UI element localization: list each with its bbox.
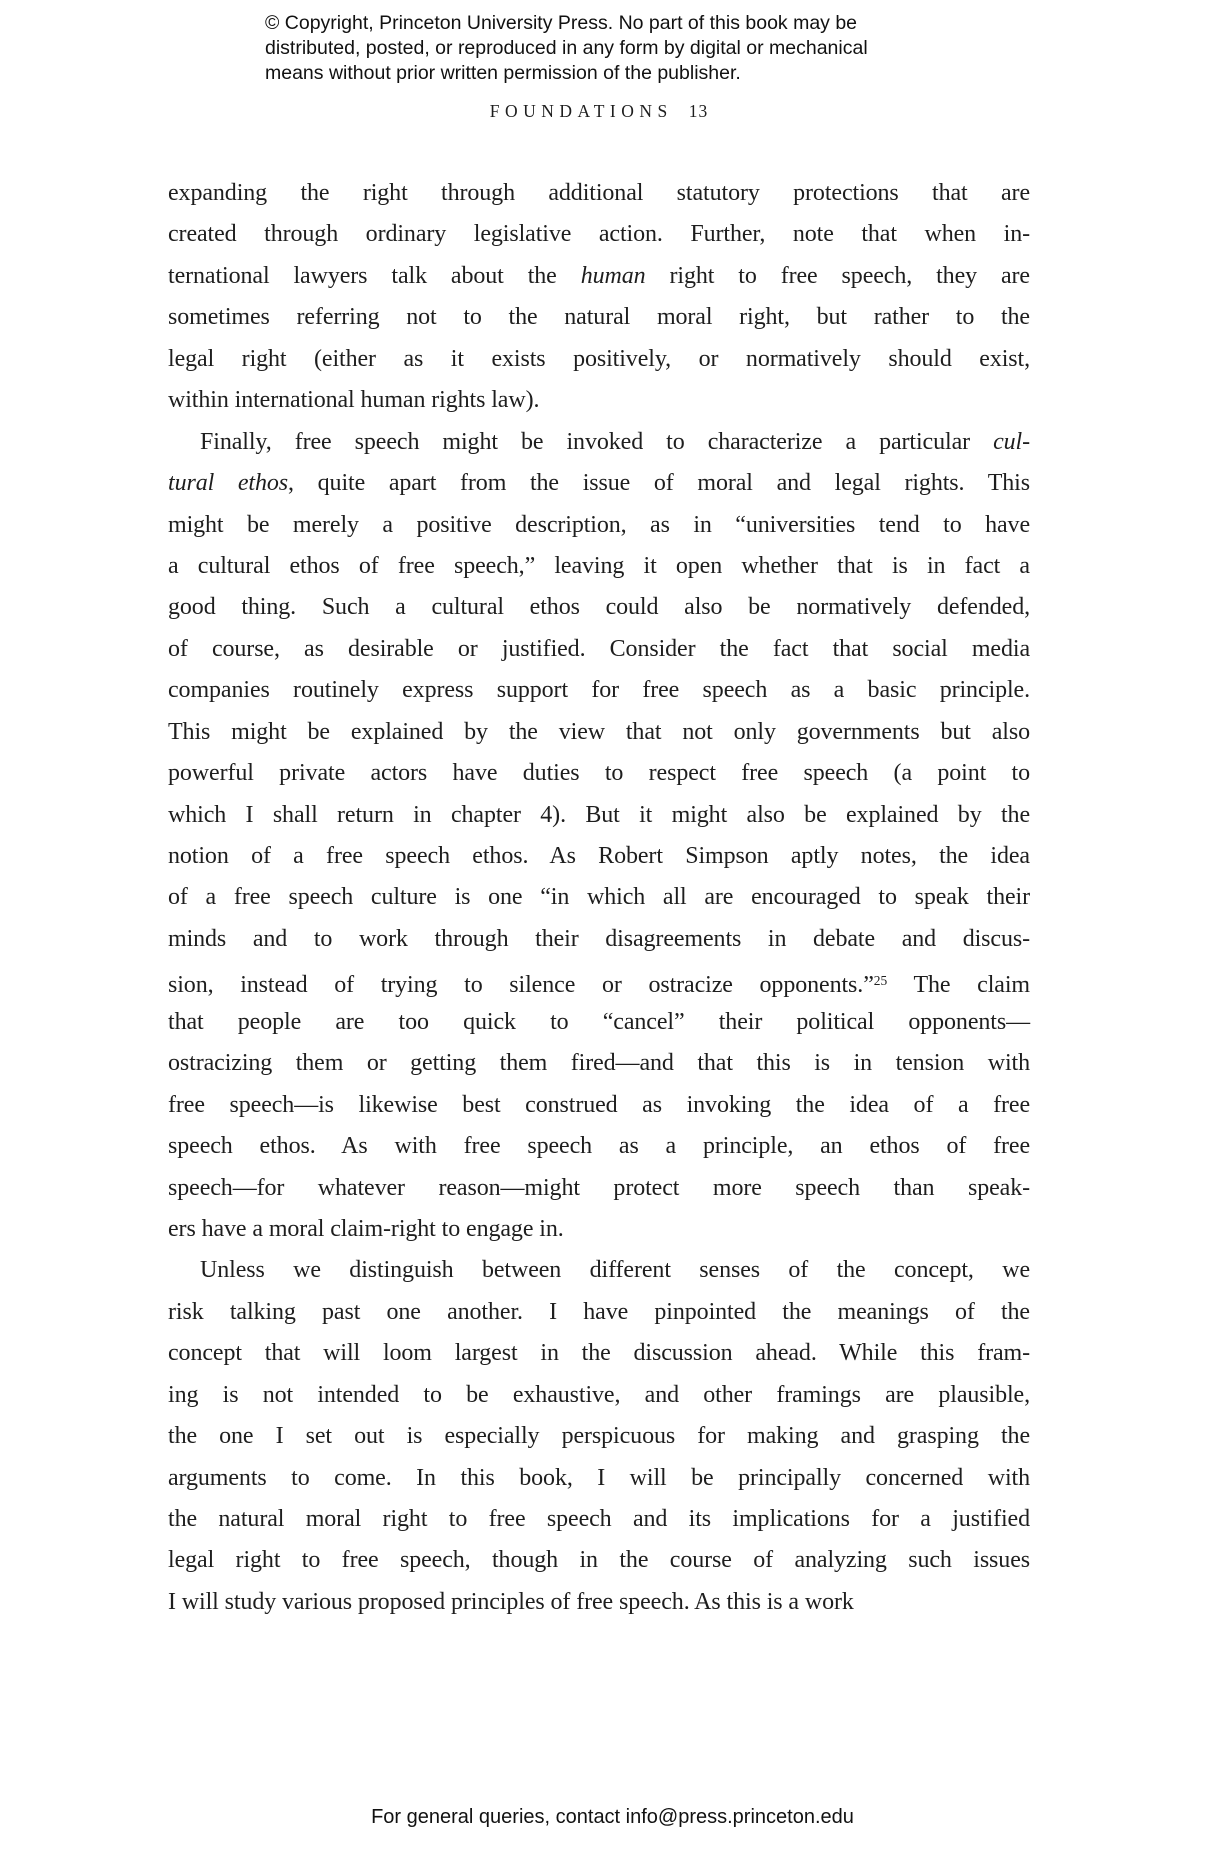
copyright-line: means without prior written permission of the publisher. bbox=[265, 62, 741, 84]
text-line: risk talking past one another. I have pinpointed the meanings of the bbox=[168, 1298, 1030, 1325]
text-line: sion, instead of trying to silence or ostracize opponents.”$^{25}$ The claim bbox=[168, 972, 1030, 999]
page-footer bbox=[0, 1806, 1225, 1829]
text-line: arguments to come. In this book, I will be principally concerned with bbox=[168, 1464, 1030, 1491]
text-line: a cultural ethos of free speech,” leaving it open whether that is in fact a bbox=[168, 552, 1030, 579]
paragraph bbox=[168, 1250, 1030, 1623]
page-number: 13 bbox=[688, 101, 709, 121]
text-line: might be merely a positive description, as in “universities tend to have bbox=[168, 511, 1030, 538]
text-line: concept that will loom largest in the discussion ahead. While this fram- bbox=[168, 1340, 1030, 1367]
text-line: I will study various proposed principles of free speech. As this is a work bbox=[168, 1588, 854, 1615]
text-line: ing is not intended to be exhaustive, and other framings are plausible, bbox=[168, 1381, 1030, 1408]
text-line: ers have a moral claim-right to engage in. bbox=[168, 1215, 564, 1242]
text-line: good thing. Such a cultural ethos could also be normatively defended, bbox=[168, 594, 1030, 621]
footer-text: For general queries, contact info@press.princeton.edu bbox=[371, 1806, 854, 1828]
text-line: tural ethos, quite apart from the issue of moral and legal rights. This bbox=[168, 470, 1030, 497]
text-line: This might be explained by the view that not only governments but also bbox=[168, 718, 1030, 745]
text-line: ternational lawyers talk about the human right to free speech, they are bbox=[168, 262, 1030, 289]
text-line: legal right (either as it exists positively, or normatively should exist, bbox=[168, 345, 1030, 372]
paragraph bbox=[168, 422, 1030, 1251]
text-line: companies routinely express support for free speech as a basic principle. bbox=[168, 677, 1030, 704]
copyright-notice bbox=[265, 11, 868, 86]
paragraph bbox=[168, 173, 1030, 422]
text-line: within international human rights law). bbox=[168, 387, 540, 414]
text-line: minds and to work through their disagreements in debate and discus- bbox=[168, 925, 1030, 952]
copyright-line: distributed, posted, or reproduced in any form by digital or mechanical bbox=[265, 37, 868, 59]
text-line: sometimes referring not to the natural moral right, but rather to the bbox=[168, 304, 1030, 331]
text-line: of a free speech culture is one “in which all are encouraged to speak their bbox=[168, 884, 1030, 911]
text-line: powerful private actors have duties to respect free speech (a point to bbox=[168, 760, 1030, 787]
text-line: free speech—is likewise best construed as invoking the idea of a free bbox=[168, 1091, 1030, 1118]
text-line: created through ordinary legislative action. Further, note that when in- bbox=[168, 221, 1030, 248]
text-line: speech—for whatever reason—might protect more speech than speak- bbox=[168, 1174, 1030, 1201]
text-line: of course, as desirable or justified. Consider the fact that social media bbox=[168, 635, 1030, 662]
text-line: which I shall return in chapter 4). But it might also be explained by the bbox=[168, 801, 1030, 828]
text-line: the natural moral right to free speech and its implications for a justified bbox=[168, 1506, 1030, 1532]
text-line: legal right to free speech, though in the course of analyzing such issues bbox=[168, 1547, 1030, 1574]
text-line: speech ethos. As with free speech as a principle, an ethos of free bbox=[168, 1133, 1030, 1160]
text-line: Unless we distinguish between different senses of the concept, we bbox=[200, 1257, 1030, 1284]
text-line: notion of a free speech ethos. As Robert Simpson aptly notes, the idea bbox=[168, 843, 1030, 869]
text-line: that people are too quick to “cancel” their political opponents— bbox=[168, 1008, 1030, 1035]
text-line: Finally, free speech might be invoked to characterize a particular cul- bbox=[200, 428, 1030, 455]
text-line: the one I set out is especially perspicuous for making and grasping the bbox=[168, 1423, 1030, 1450]
footnote-reference: 25 bbox=[873, 973, 888, 989]
body-text bbox=[168, 173, 1030, 1623]
running-head-title: FOUNDATIONS bbox=[489, 101, 673, 121]
running-head bbox=[168, 101, 1030, 122]
copyright-line: © Copyright, Princeton University Press. No part of this book may be bbox=[265, 12, 858, 34]
text-line: expanding the right through additional statutory protections that are bbox=[168, 180, 1030, 206]
text-line: ostracizing them or getting them fired—and that this is in tension with bbox=[168, 1050, 1030, 1077]
